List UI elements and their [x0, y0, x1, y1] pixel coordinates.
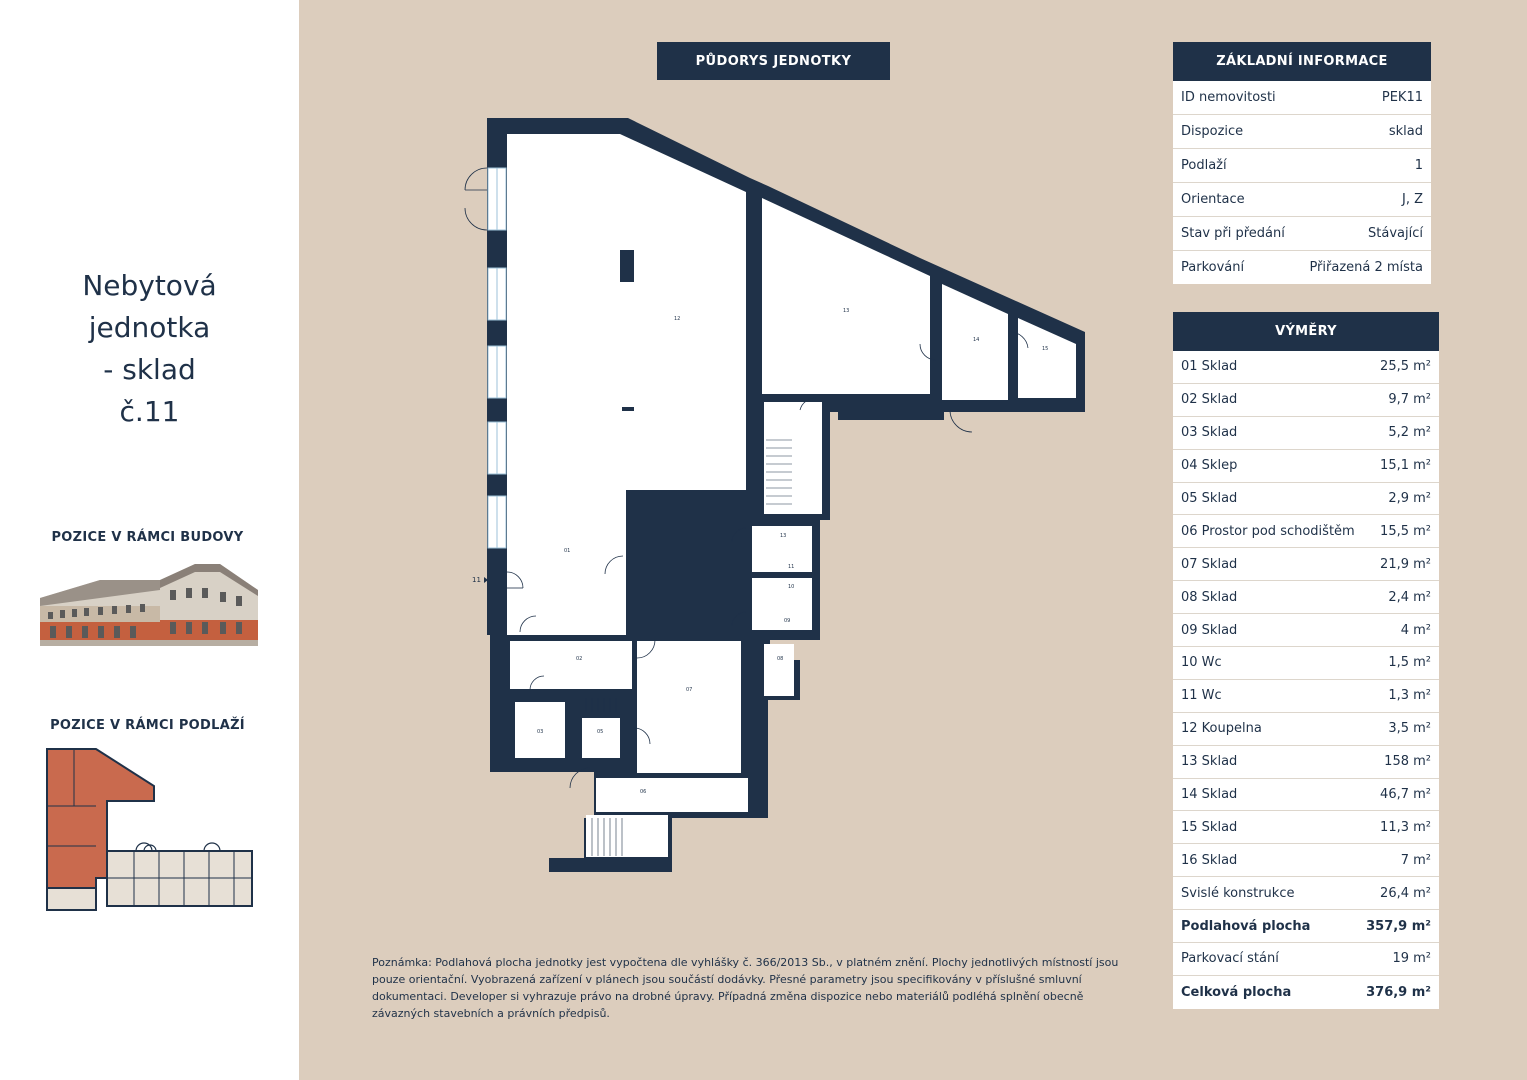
unit-title-line: č.11 — [119, 395, 180, 428]
area-row — [1173, 483, 1439, 516]
room-label-03: 03 — [537, 729, 544, 735]
area-value: 2,4 m² — [1388, 589, 1431, 605]
info-label: Orientace — [1181, 192, 1245, 207]
area-value: 21,9 m² — [1380, 556, 1431, 572]
area-row — [1173, 450, 1439, 483]
room-label-09: 09 — [784, 618, 791, 624]
area-label: 11 Wc — [1181, 688, 1222, 704]
building-position-label: POZICE V RÁMCI BUDOVY — [51, 530, 244, 545]
total-area-row — [1173, 976, 1439, 1009]
basic-info-table — [1173, 42, 1431, 284]
area-value: 158 m² — [1384, 754, 1431, 770]
area-row — [1173, 647, 1439, 680]
area-row — [1173, 811, 1439, 844]
area-value: 15,1 m² — [1380, 458, 1431, 474]
area-value: 11,3 m² — [1380, 819, 1431, 835]
area-row — [1173, 779, 1439, 812]
room-label-08: 08 — [777, 656, 784, 662]
area-row — [1173, 581, 1439, 614]
area-value: 1,3 m² — [1388, 688, 1431, 704]
area-value: 25,5 m² — [1380, 359, 1431, 375]
room-label-02: 02 — [576, 656, 583, 662]
area-row — [1173, 680, 1439, 713]
area-label: Svislé konstrukce — [1181, 885, 1295, 901]
info-value: sklad — [1388, 124, 1423, 139]
area-label: 06 Prostor pod schodištěm — [1181, 523, 1355, 539]
info-label: Stav při předání — [1181, 226, 1285, 241]
unit-title — [0, 265, 299, 433]
info-row — [1173, 183, 1431, 217]
area-row — [1173, 614, 1439, 647]
info-row — [1173, 251, 1431, 284]
info-label: Parkování — [1181, 260, 1245, 275]
building-image — [40, 560, 258, 646]
area-row — [1173, 384, 1439, 417]
area-label: 16 Sklad — [1181, 852, 1238, 868]
area-row — [1173, 713, 1439, 746]
area-value: 19 m² — [1392, 951, 1431, 967]
info-label: Dispozice — [1181, 124, 1244, 139]
area-value: 2,9 m² — [1388, 491, 1431, 506]
area-label: 09 Sklad — [1181, 622, 1238, 638]
room-label-13: 12 — [674, 316, 681, 322]
info-row — [1173, 149, 1431, 183]
area-value: 4 m² — [1400, 622, 1431, 638]
area-row — [1173, 877, 1439, 910]
area-value: 15,5 m² — [1380, 523, 1431, 539]
room-label-15: 14 — [973, 337, 980, 343]
floor-position-image — [44, 746, 256, 914]
area-label: 13 Sklad — [1181, 754, 1238, 770]
floor-position-label: POZICE V RÁMCI PODLAŽÍ — [50, 718, 245, 733]
area-row — [1173, 943, 1439, 976]
info-label: Podlaží — [1181, 158, 1227, 173]
room-label-16: 15 — [1042, 346, 1049, 352]
info-value: 1 — [1414, 158, 1423, 173]
area-value: 9,7 m² — [1388, 392, 1431, 408]
room-label-10: 10 — [788, 584, 795, 590]
info-value: PEK11 — [1381, 90, 1423, 105]
info-label: ID nemovitosti — [1181, 90, 1276, 105]
area-label: Celková plocha — [1181, 984, 1292, 1000]
entrance-label: 11 — [472, 576, 481, 584]
info-value: Přiřazená 2 místa — [1309, 260, 1423, 275]
area-label: 15 Sklad — [1181, 819, 1238, 835]
area-label: 02 Sklad — [1181, 392, 1238, 408]
unit-title-line: jednotka — [88, 311, 211, 344]
unit-title-line: - sklad — [103, 353, 196, 386]
area-label: 05 Sklad — [1181, 491, 1238, 506]
info-value: Stávající — [1368, 226, 1423, 241]
room-label-12: 13 — [780, 533, 787, 539]
area-label: 14 Sklad — [1181, 787, 1238, 803]
room-label-06: 06 — [640, 789, 647, 795]
area-row — [1173, 417, 1439, 450]
info-value: J, Z — [1401, 192, 1423, 207]
area-row — [1173, 351, 1439, 384]
area-value: 3,5 m² — [1388, 721, 1431, 737]
floor-area-total-row — [1173, 910, 1439, 943]
area-label: 03 Sklad — [1181, 425, 1238, 441]
area-value: 7 m² — [1400, 852, 1431, 868]
room-label-01: 01 — [564, 548, 571, 554]
footnote: Poznámka: Podlahová plocha jednotky jest vypočtena dle vyhlášky č. 366/2013 Sb., v platném znění. Plochy jednotlivých místností jsou pouze orientační. Vyobrazená zařízení v plánech jsou součástí dodávky. Přesné parametry jsou specifikovány v příslušné smluvní dokumentaci. Developer si vyhrazuje právo na drobné úpravy. Případná změna dispozice nebo materiálů podléhá splnění obecně závazných stavebních a právních předpisů. — [372, 956, 1119, 1020]
area-row — [1173, 844, 1439, 877]
area-label: 10 Wc — [1181, 655, 1222, 671]
room-label-05: 05 — [597, 729, 604, 735]
area-label: 01 Sklad — [1181, 359, 1238, 375]
plan-header: PŮDORYS JEDNOTKY — [657, 42, 890, 80]
area-row — [1173, 515, 1439, 548]
area-value: 26,4 m² — [1380, 885, 1431, 901]
areas-table — [1173, 312, 1439, 1009]
basic-info-header: ZÁKLADNÍ INFORMACE — [1173, 42, 1431, 81]
area-label: 08 Sklad — [1181, 589, 1238, 605]
areas-header: VÝMĚRY — [1173, 312, 1439, 351]
room-label-14: 13 — [843, 308, 850, 314]
info-row — [1173, 115, 1431, 149]
room-label-07: 07 — [686, 687, 693, 693]
area-label: 12 Koupelna — [1181, 721, 1262, 737]
area-row — [1173, 746, 1439, 779]
unit-title-line: Nebytová — [82, 269, 217, 302]
area-label: 04 Sklep — [1181, 458, 1238, 474]
room-label-11: 11 — [788, 564, 795, 570]
floor-plan — [460, 110, 1100, 890]
area-value: 1,5 m² — [1388, 655, 1431, 671]
area-value: 5,2 m² — [1388, 425, 1431, 441]
info-row — [1173, 81, 1431, 115]
area-value: 357,9 m² — [1366, 918, 1431, 934]
area-value: 46,7 m² — [1380, 787, 1431, 803]
area-label: Parkovací stání — [1181, 951, 1279, 967]
area-label: Podlahová plocha — [1181, 918, 1311, 934]
area-value: 376,9 m² — [1366, 984, 1431, 1000]
area-row — [1173, 548, 1439, 581]
area-label: 07 Sklad — [1181, 556, 1238, 572]
info-row — [1173, 217, 1431, 251]
